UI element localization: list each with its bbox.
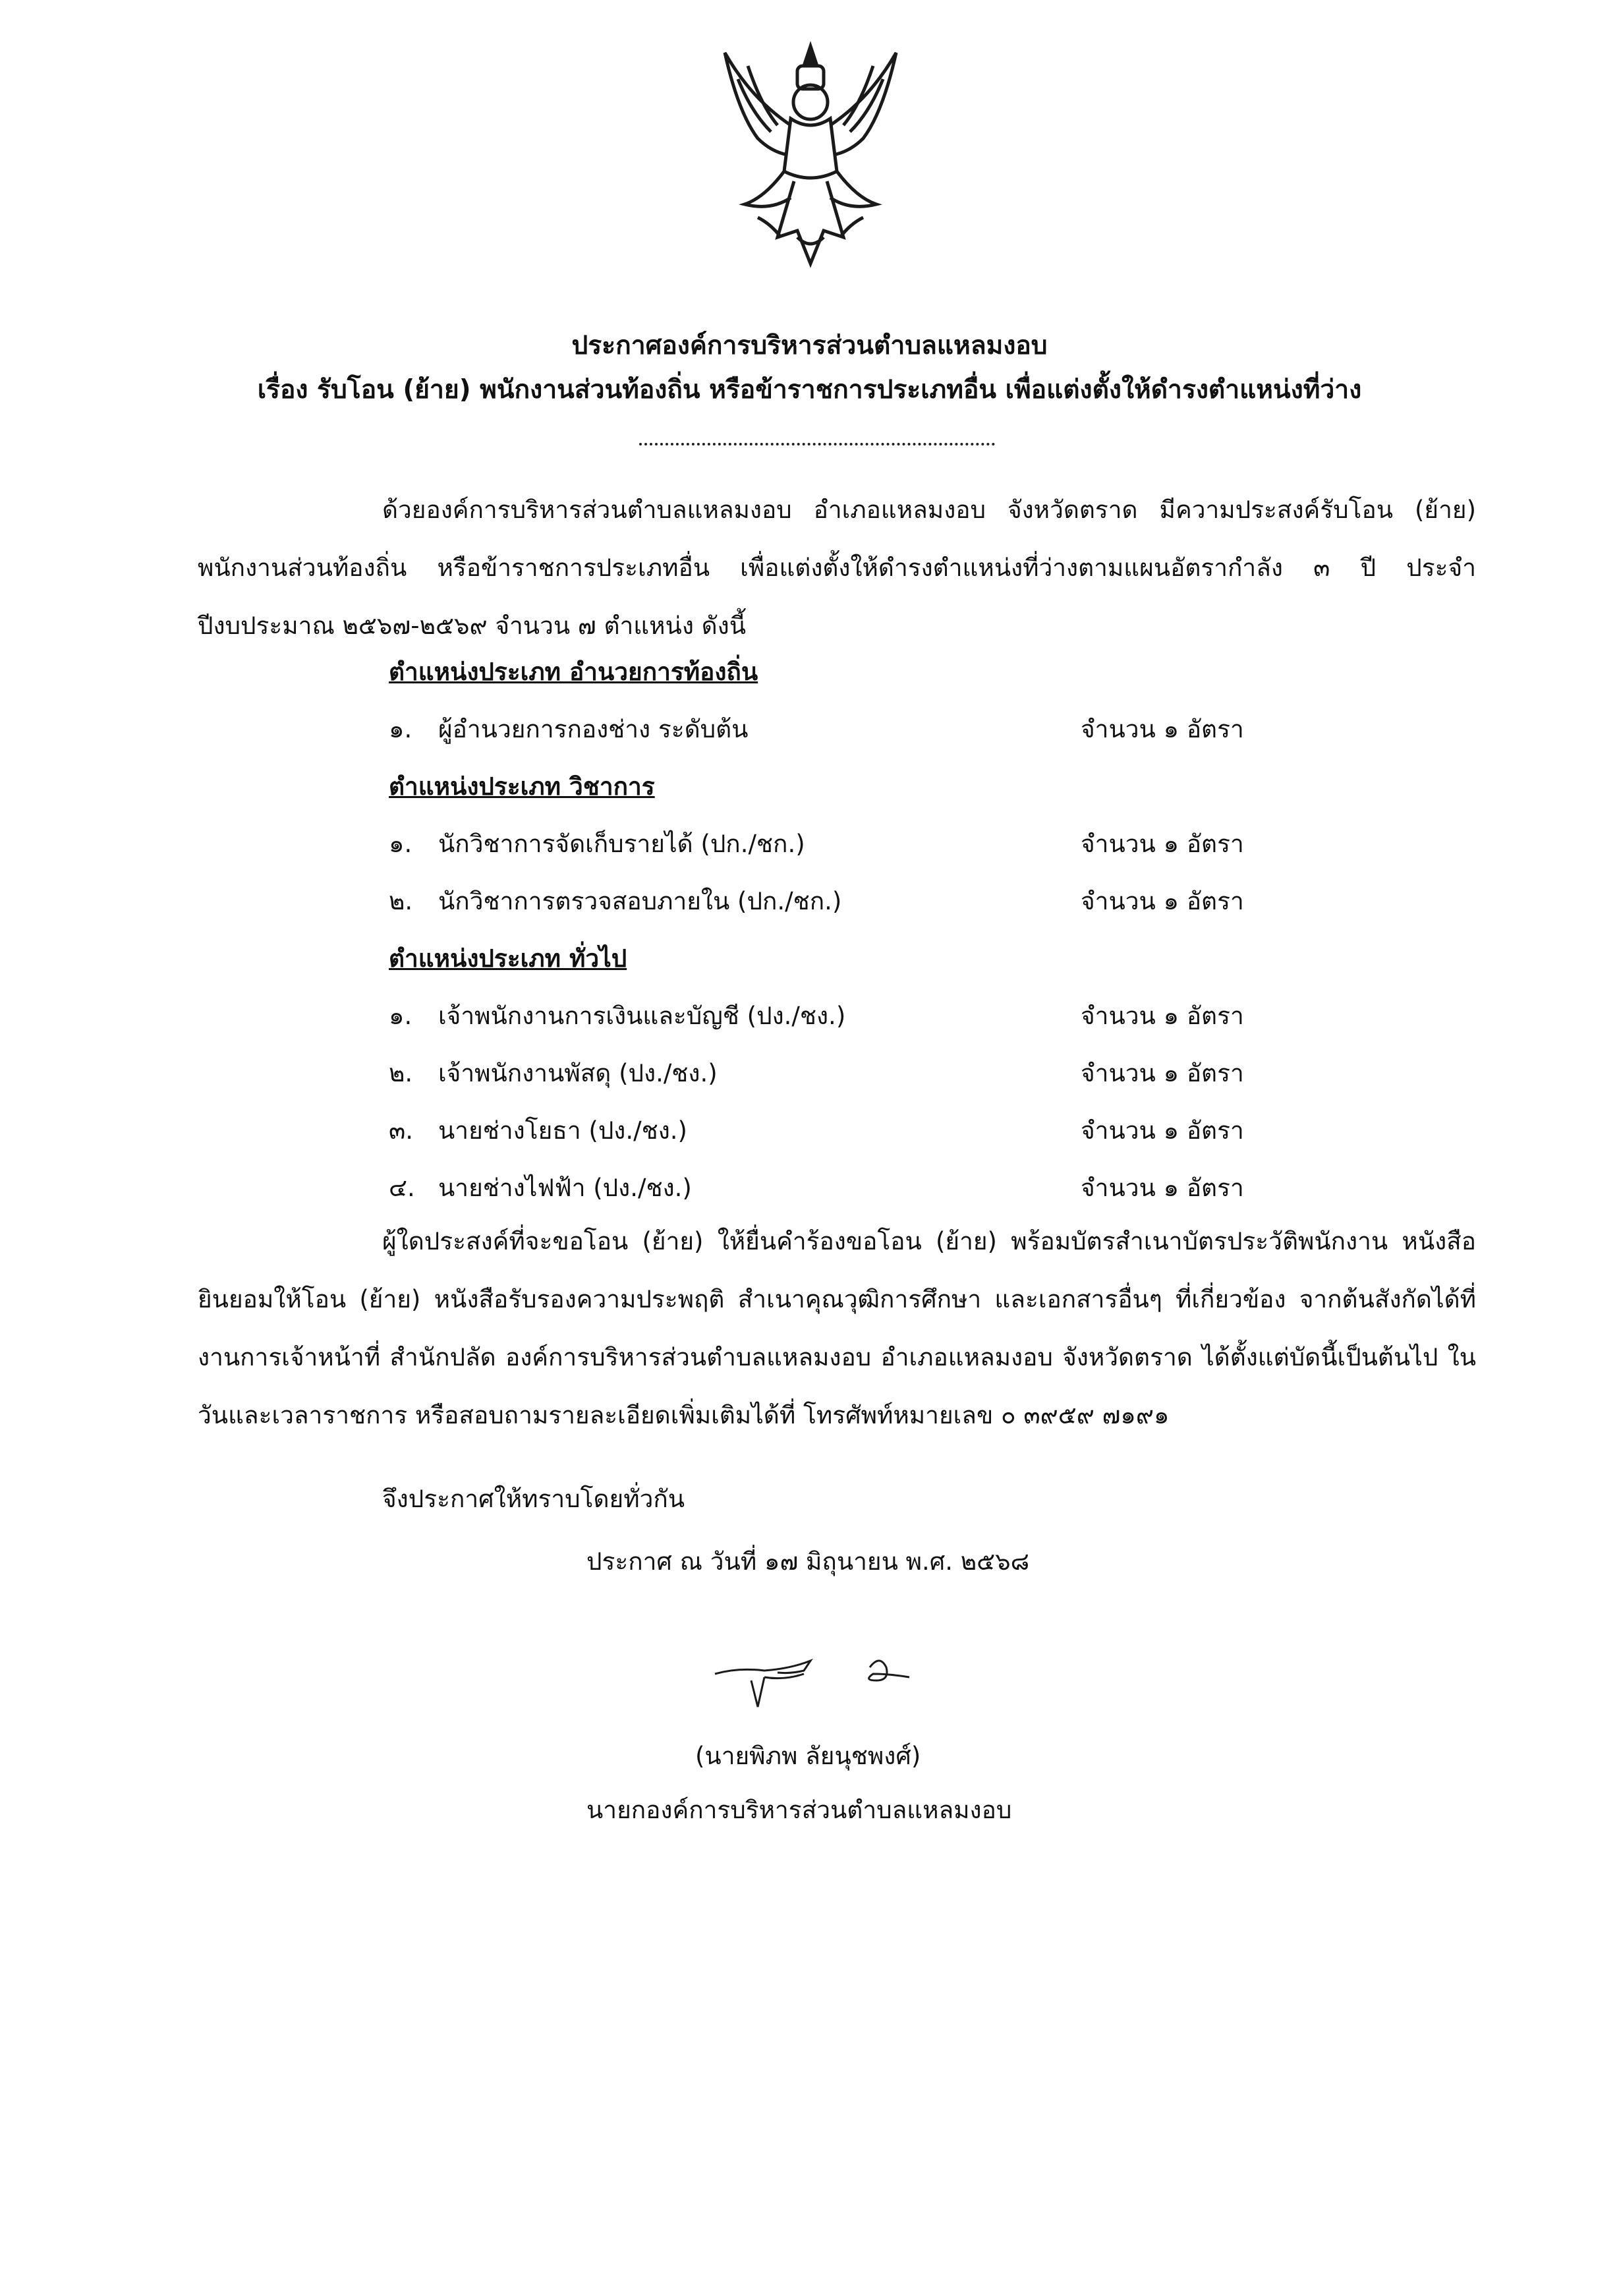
- item-number: ๒.: [389, 1059, 413, 1087]
- item-count: จำนวน ๑ อัตรา: [1081, 1059, 1244, 1087]
- position-item: [389, 996, 1417, 1029]
- category-title: ตำแหน่งประเภท อำนวยการท้องถิ่น: [389, 658, 758, 686]
- position-item: [389, 1111, 1417, 1144]
- item-name: เจ้าพนักงานการเงินและบัญชี (ปง./ชง.): [438, 1002, 846, 1030]
- item-count: จำนวน ๑ อัตรา: [1081, 1002, 1244, 1030]
- item-number: ๑.: [389, 715, 412, 743]
- position-item: [389, 824, 1417, 857]
- position-item: [389, 1168, 1417, 1201]
- announcement-title: ประกาศองค์การบริหารส่วนตำบลแหลมงอบ: [571, 331, 1048, 360]
- item-name: ผู้อำนวยการกองช่าง ระดับต้น: [438, 715, 749, 743]
- category-title: ตำแหน่งประเภท วิชาการ: [389, 772, 655, 801]
- item-number: ๑.: [389, 1002, 412, 1030]
- announcement-date: ประกาศ ณ วันที่ ๑๗ มิถุนายน พ.ศ. ๒๕๖๘: [586, 1547, 1030, 1576]
- item-number: ๓.: [389, 1116, 414, 1145]
- item-name: นักวิชาการตรวจสอบภายใน (ปก./ชก.): [438, 887, 842, 915]
- position-item: [389, 1054, 1417, 1087]
- closing-statement: จึงประกาศให้ทราบโดยทั่วกัน: [382, 1485, 685, 1513]
- intro-text: ด้วยองค์การบริหารส่วนตำบลแหลมงอบ อำเภอแหลมงอบ จังหวัดตราด มีความประสงค์รับโอน (ย้าย) พนักงานส่วนท้องถิ่น หรือข้าราชการประเภทอื่น เพื่อแต่งตั้งให้ดำรงตำแหน่งที่ว่างตามแผนอัตรากำลัง ๓ ปี ประจำปีงบประมาณ ๒๕๖๗-๒๕๖๙ จำนวน ๗ ตำแหน่ง ดังนี้: [198, 496, 1476, 640]
- item-name: นักวิชาการจัดเก็บรายได้ (ปก./ชก.): [438, 830, 805, 858]
- position-item: [389, 710, 1417, 743]
- item-count: จำนวน ๑ อัตรา: [1081, 830, 1244, 858]
- application-paragraph: [198, 1213, 1476, 1445]
- item-name: นายช่างโยธา (ปง./ชง.): [438, 1116, 687, 1145]
- signer-title: นายกองค์การบริหารส่วนตำบลแหลมงอบ: [586, 1796, 1012, 1824]
- garuda-emblem-icon: [698, 40, 923, 277]
- item-number: ๒.: [389, 887, 413, 915]
- signer-name: (นายพิภพ ลัยนุชพงศ์): [695, 1742, 921, 1770]
- application-text: ผู้ใดประสงค์ที่จะขอโอน (ย้าย) ให้ยื่นคำร้องขอโอน (ย้าย) พร้อมบัตรสำเนาบัตรประวัติพนักงาน หนังสือยินยอมให้โอน (ย้าย) หนังสือรับรองความประพฤติ สำเนาคุณวุฒิการศึกษา และเอกสารอื่นๆ ที่เกี่ยวข้อง จากต้นสังกัดได้ที่ งานการเจ้าหน้าที่ สำนักปลัด องค์การบริหารส่วนตำบลแหลมงอบ อำเภอแหลมงอบ จังหวัดตราด ได้ตั้งแต่บัดนี้เป็นต้นไป ในวันและเวลาราชการ หรือสอบถามรายละเอียดเพิ่มเติมได้ที่ โทรศัพท์หมายเลข ๐ ๓๙๕๙ ๗๑๙๑: [198, 1227, 1476, 1429]
- item-number: ๑.: [389, 830, 412, 858]
- item-count: จำนวน ๑ อัตรา: [1081, 1116, 1244, 1145]
- item-name: เจ้าพนักงานพัสดุ (ปง./ชง.): [438, 1059, 718, 1087]
- item-name: นายช่างไฟฟ้า (ปง./ชง.): [438, 1174, 692, 1202]
- item-count: จำนวน ๑ อัตรา: [1081, 1174, 1244, 1202]
- intro-paragraph: [198, 481, 1476, 655]
- position-item: [389, 882, 1417, 915]
- announcement-subject: เรื่อง รับโอน (ย้าย) พนักงานส่วนท้องถิ่น หรือข้าราชการประเภทอื่น เพื่อแต่งตั้งให้ดำรงตำแหน่งที่ว่าง: [257, 375, 1362, 405]
- item-count: จำนวน ๑ อัตรา: [1081, 887, 1244, 915]
- item-count: จำนวน ๑ อัตรา: [1081, 715, 1244, 743]
- category-title: ตำแหน่งประเภท ทั่วไป: [389, 944, 627, 973]
- title-divider: [639, 440, 995, 445]
- item-number: ๔.: [389, 1174, 415, 1202]
- signature-icon: [712, 1648, 936, 1720]
